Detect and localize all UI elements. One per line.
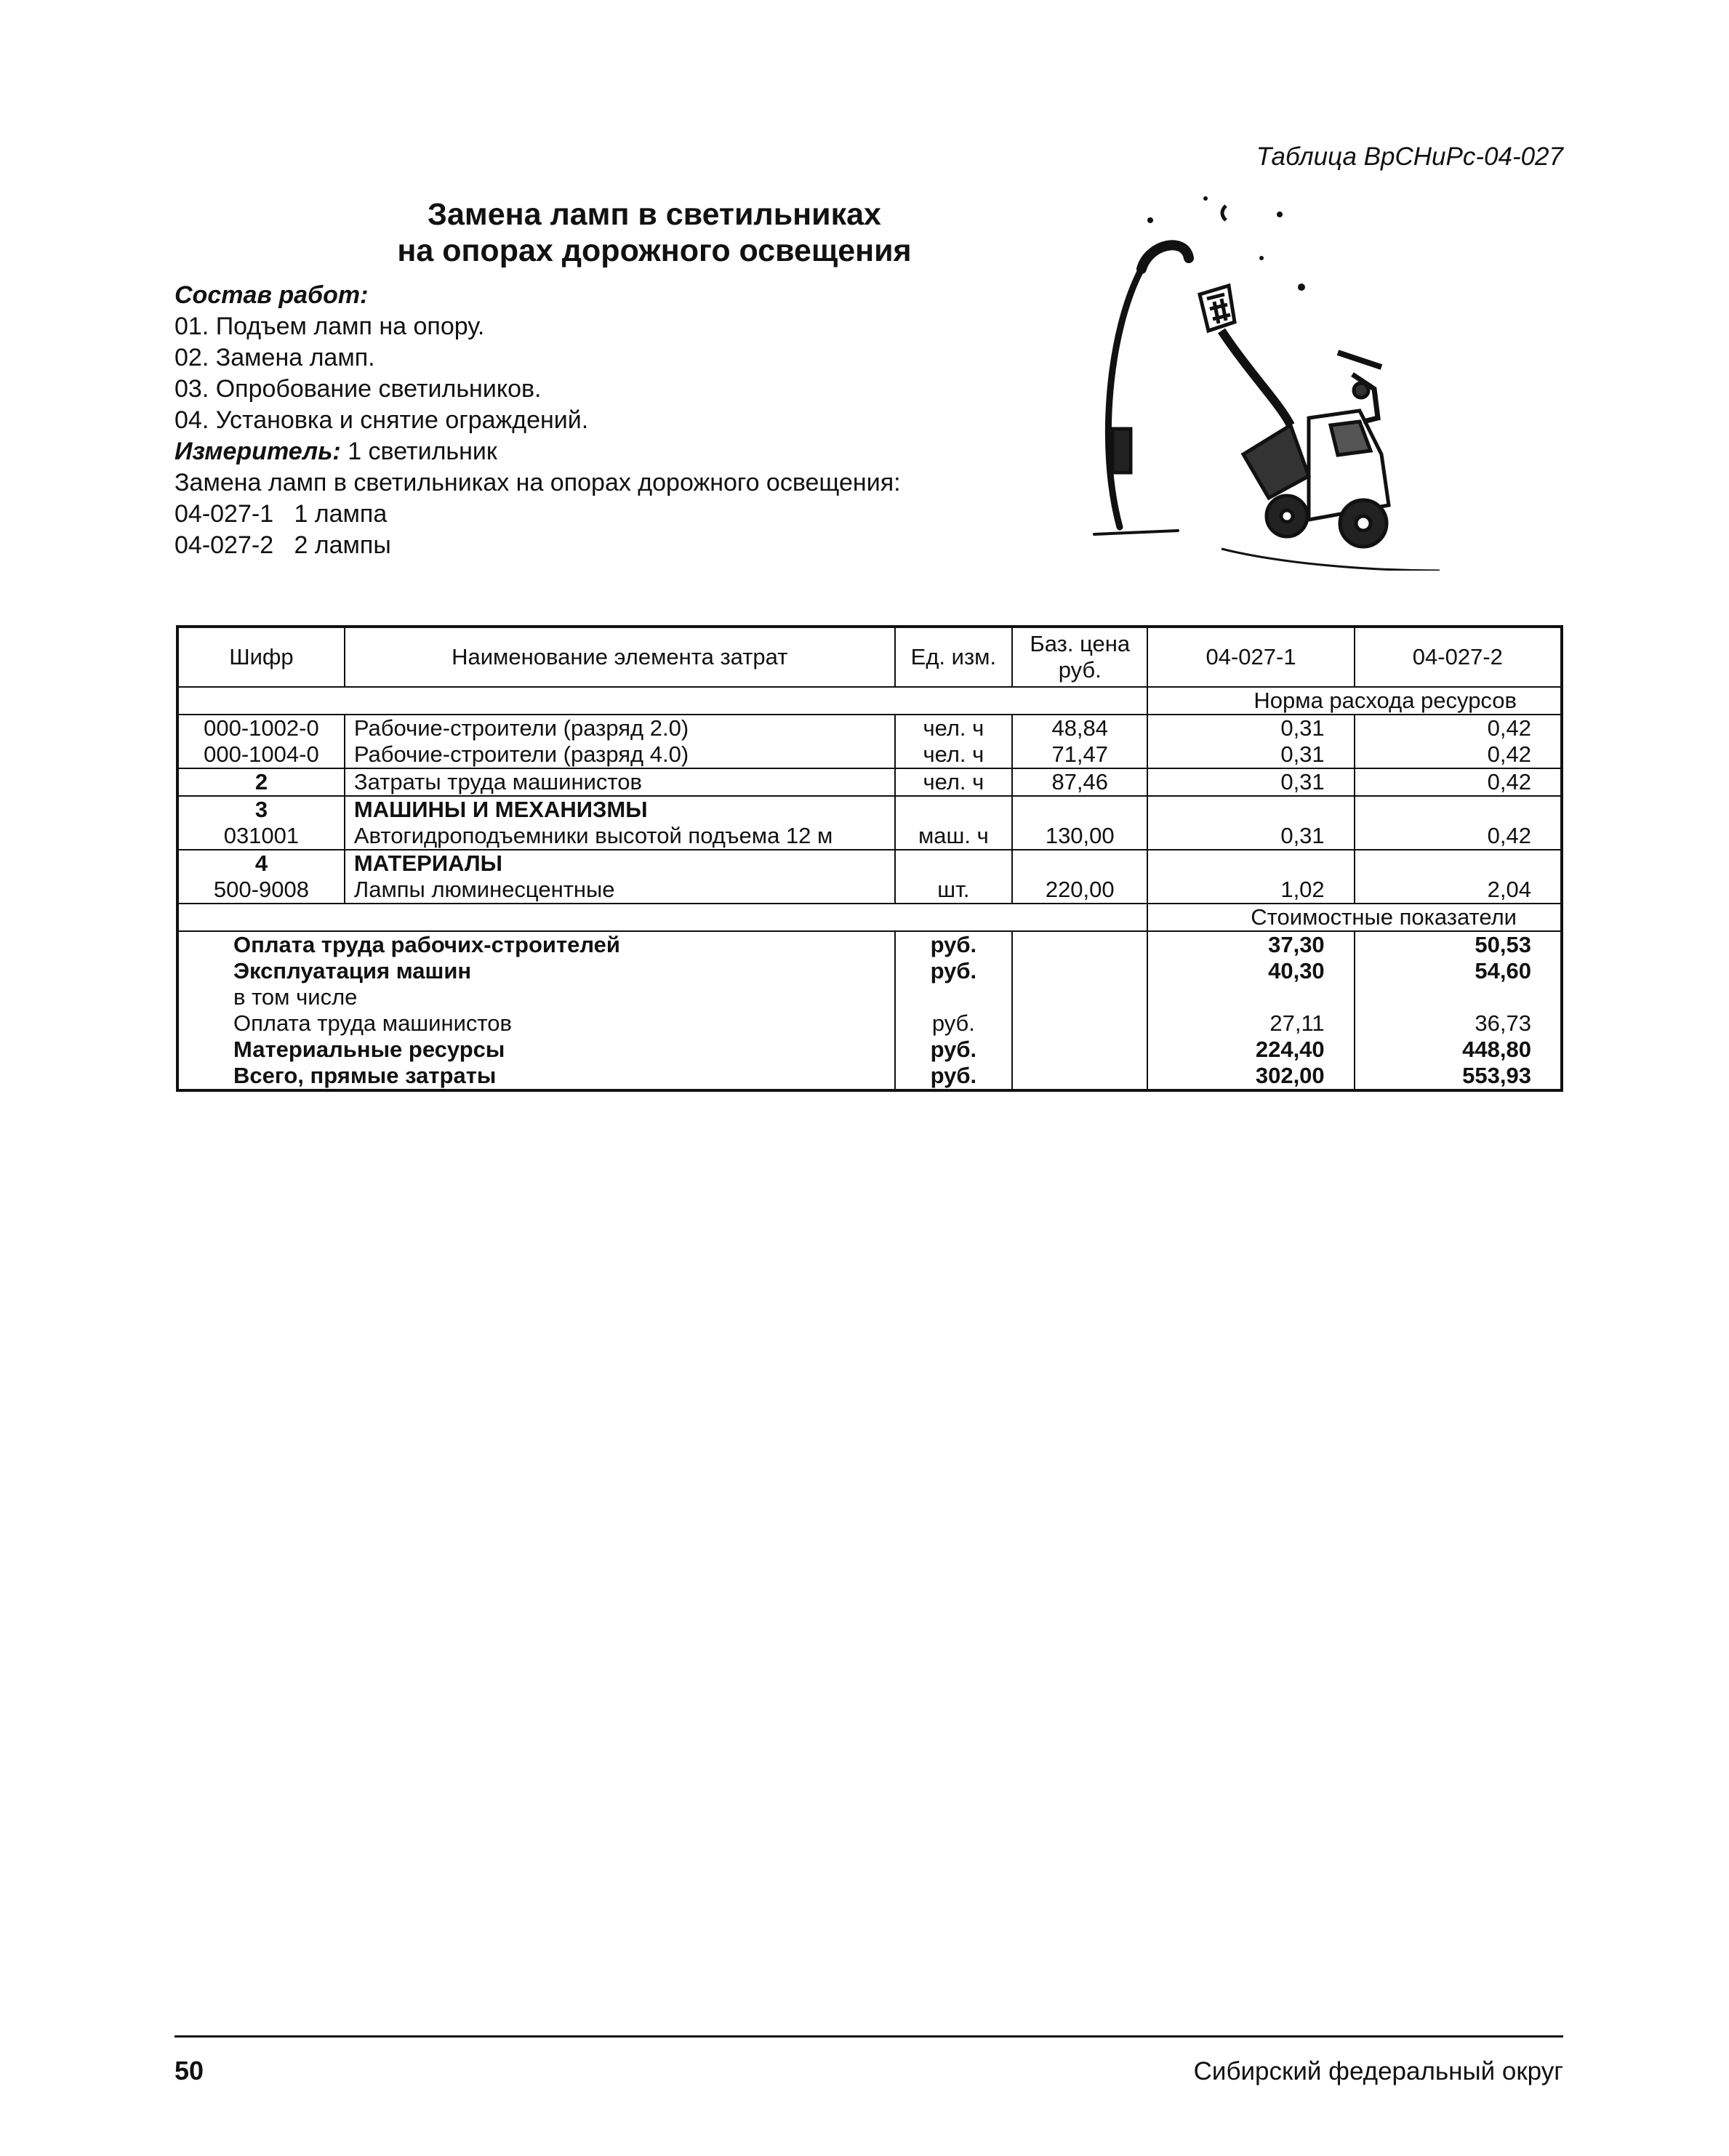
table-header-row: [177, 627, 1562, 687]
summary-variant-1: 40,30: [1147, 958, 1354, 984]
section-row: [177, 687, 1562, 715]
row-price: 87,46: [1012, 768, 1147, 796]
summary-unit: руб.: [895, 958, 1012, 984]
row-variant-1: 0,31: [1147, 823, 1354, 850]
summary-variant-2: 553,93: [1462, 1063, 1531, 1088]
header-variant-2: 04-027-2: [1355, 627, 1562, 687]
table-row: [177, 796, 1562, 823]
summary-name: Оплата труда рабочих-строителей: [177, 931, 895, 958]
summary-name: Материальные ресурсы: [177, 1037, 895, 1063]
summary-variant-1: 224,40: [1147, 1037, 1354, 1063]
row-variant-2: [1355, 850, 1562, 877]
lift-truck: [1200, 286, 1440, 571]
work-composition: [174, 280, 1047, 561]
composition-header: Состав работ:: [174, 281, 369, 309]
summary-unit: руб.: [895, 1037, 1012, 1063]
summary-variant-1: 27,11: [1147, 1010, 1354, 1037]
summary-unit: руб.: [895, 1010, 1012, 1037]
summary-unit: руб.: [895, 931, 1012, 958]
summary-row: [177, 1063, 1562, 1090]
row-unit: [895, 850, 1012, 877]
summary-price: [1012, 984, 1147, 1010]
summary-row: [177, 1037, 1562, 1063]
title-line-2: на опорах дорожного освещения: [397, 233, 912, 268]
summary-row: [177, 984, 1562, 1010]
table-row: [177, 823, 1562, 850]
row-price: 220,00: [1012, 877, 1147, 904]
summary-variant-1: [1147, 984, 1354, 1010]
header-code: Шифр: [177, 627, 345, 687]
footer-divider: [174, 2035, 1563, 2038]
row-variant-2: 0,42: [1487, 715, 1531, 741]
lamp-replacement-illustration: [1091, 185, 1454, 571]
summary-row: [177, 1010, 1562, 1037]
row-unit: чел. ч: [895, 741, 1012, 768]
work-step: 02. Замена ламп.: [174, 344, 375, 371]
summary-variant-2: 448,80: [1462, 1037, 1531, 1062]
work-step: 03. Опробование светильников.: [174, 375, 542, 403]
section-row: [177, 904, 1562, 931]
row-variant-2: 2,04: [1487, 877, 1531, 902]
row-unit: шт.: [895, 877, 1012, 904]
page-number: 50: [174, 2056, 204, 2085]
table-row: [177, 768, 1562, 796]
summary-name: Эксплуатация машин: [177, 958, 895, 984]
moon-icon: [1222, 206, 1226, 220]
summary-price: [1012, 1037, 1147, 1063]
row-name: МАТЕРИАЛЫ: [345, 850, 895, 877]
page-title: [320, 196, 989, 269]
row-name: Автогидроподъемники высотой подъема 12 м: [345, 823, 895, 850]
row-name: МАШИНЫ И МЕХАНИЗМЫ: [345, 796, 895, 823]
row-variant-1: [1147, 796, 1354, 823]
variant: 04-027-2 2 лампы: [174, 531, 391, 559]
row-variant-1: 1,02: [1147, 877, 1354, 904]
row-price: 130,00: [1012, 823, 1147, 850]
summary-name: Оплата труда машинистов: [177, 1010, 895, 1037]
street-lamp: [1094, 245, 1189, 534]
summary-price: [1012, 931, 1147, 958]
row-code: 500-9008: [177, 877, 345, 904]
row-variant-2: 0,42: [1487, 741, 1531, 767]
description: Замена ламп в светильниках на опорах дорожного освещения:: [174, 469, 901, 496]
row-code: 000-1004-0: [177, 741, 345, 768]
row-variant-1: [1147, 850, 1354, 877]
header-price: Баз. цена руб.: [1012, 627, 1147, 687]
summary-name: Всего, прямые затраты: [177, 1063, 895, 1090]
header-unit: Ед. изм.: [895, 627, 1012, 687]
row-variant-1: 0,31: [1147, 715, 1354, 741]
work-step: 01. Подъем ламп на опору.: [174, 313, 485, 340]
row-name: Рабочие-строители (разряд 2.0): [345, 715, 895, 741]
summary-unit: руб.: [895, 1063, 1012, 1090]
table-row: [177, 715, 1562, 741]
summary-price: [1012, 1010, 1147, 1037]
row-code: 2: [177, 768, 345, 796]
summary-price: [1012, 1063, 1147, 1090]
work-step: 04. Установка и снятие ограждений.: [174, 406, 589, 434]
meter-value: 1 светильник: [348, 438, 497, 465]
meter-header: Измеритель:: [174, 438, 341, 465]
row-code: 4: [177, 850, 345, 877]
row-variant-1: 0,31: [1147, 741, 1354, 768]
summary-variant-2: 36,73: [1475, 1010, 1531, 1036]
variant: 04-027-1 1 лампа: [174, 500, 388, 528]
header-variant-1: 04-027-1: [1147, 627, 1354, 687]
row-code: 031001: [177, 823, 345, 850]
summary-row: [177, 931, 1562, 958]
table-row: [177, 877, 1562, 904]
cost-table: [176, 625, 1563, 1092]
meter-line: [174, 436, 1047, 467]
footer-region: Сибирский федеральный округ: [1193, 2057, 1563, 2085]
row-code: 3: [177, 796, 345, 823]
row-unit: маш. ч: [895, 823, 1012, 850]
row-unit: чел. ч: [895, 768, 1012, 796]
section-costs-label: Стоимостные показатели: [1147, 904, 1562, 931]
summary-variant-1: 302,00: [1147, 1063, 1354, 1090]
row-name: Затраты труда машинистов: [345, 768, 895, 796]
row-unit: [895, 796, 1012, 823]
row-name: Рабочие-строители (разряд 4.0): [345, 741, 895, 768]
row-price: 48,84: [1012, 715, 1147, 741]
row-unit: чел. ч: [895, 715, 1012, 741]
section-resources-label: Норма расхода ресурсов: [1147, 687, 1562, 715]
row-variant-2: 0,42: [1355, 768, 1562, 796]
summary-variant-2: [1355, 984, 1562, 1010]
summary-price: [1012, 958, 1147, 984]
row-code: 000-1002-0: [177, 715, 345, 741]
table-row: [177, 741, 1562, 768]
row-name: Лампы люминесцентные: [345, 877, 895, 904]
summary-unit: [895, 984, 1012, 1010]
summary-variant-2: 50,53: [1475, 932, 1531, 957]
summary-variant-1: 37,30: [1147, 931, 1354, 958]
table-identifier: Таблица ВрСНиРс-04-027: [1256, 142, 1563, 171]
row-price: [1012, 796, 1147, 823]
row-variant-2: 0,42: [1487, 823, 1531, 848]
title-line-1: Замена ламп в светильниках: [428, 197, 881, 232]
header-name: Наименование элемента затрат: [345, 627, 895, 687]
row-price: 71,47: [1012, 741, 1147, 768]
summary-variant-2: 54,60: [1475, 958, 1531, 984]
summary-row: [177, 958, 1562, 984]
row-variant-1: 0,31: [1147, 768, 1354, 796]
summary-name: в том числе: [177, 984, 895, 1010]
row-price: [1012, 850, 1147, 877]
row-variant-2: [1355, 796, 1562, 823]
table-row: [177, 850, 1562, 877]
